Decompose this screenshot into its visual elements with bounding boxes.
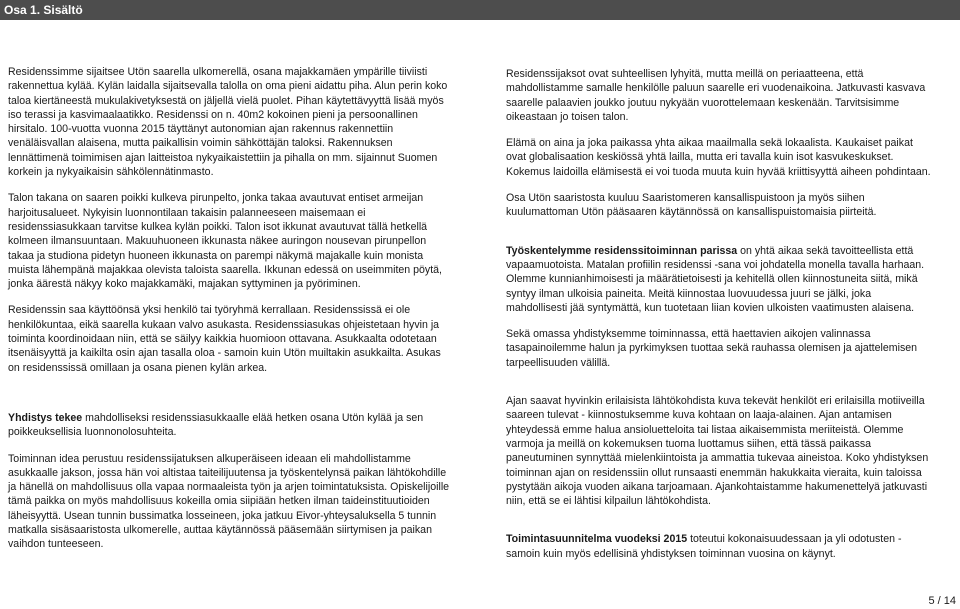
paragraph: Ajan saavat hyvinkin erilaisista lähtökohdista kuva tekevät henkilöt eri erilaisilla motiiveilla saareen tulevat - kiinnostuksemme kuva kohtaan on laaja-alainen. Ajan antamisen yhteydessä emme halua ansioluetteloita tai listaa aikaisemmista meriiteistä. Olemme varmoja ja meillä on kokemuksen tuoma luottamus siihen, että tässä paikassa paneutuminen synnyttää mielenkiintoista ja ammattia tukevaa aineistoa. Koko yhdistyksen toiminnan ajan on residenssiin ollut runsaasti enemmän hakukkaita vieraita, kuin taloissa pystytään aikoja vuoden aikana tarjoamaan. Ajankohtaistamme hakumenettelyä jatkuvasti niin, että se ei lähtisi kilpailun lähtökohdista. [506,395,929,508]
paragraph: Talon takana on saaren poikki kulkeva pirunpelto, jonka takaa avautuvat entiset armeijan harjoitusalueet. Nykyisin luonnontilaan takaisin palanneeseen maisemaan ei residenssiasukkaan tarvitse kulkea kylän poikki. Talon isot ikkunat avautuvat tällä hetkellä kolmeen ilmansuuntaan. Makuuhuoneen ikkunasta näkee auringon nousevan pirunpellon takaa ja studiona pidetyn huoneen ikkunasta on parempi näkymä majakalle kuin monista muista lähempänä majakkaa olevista taloista saarella. Ikkunan edessä on useimmiten pöytä, jonka äärestä näkyy koko majakkamäki, majakan syttyminen ja pyöriminen. [8,192,442,291]
paragraph: Residenssin saa käyttöönsä yksi henkilö tai työryhmä kerrallaan. Residenssissä ei ole henkilökuntaa, eikä saarella kukaan valvo asukasta. Residenssiasukas ohjeistetaan hyvin ja toiminta koordinoidaan niin, että se säilyy kaikkia huomioon ottavana. Asukkaalta odotetaan itsenäisyyttä ja kaikilta osin ajan tasalla oloa - samoin kuin Utön muiltakin asukkailta. Asukas on residenssissä omillaan ja osana pienen kylän arkea. [8,304,441,374]
bold-lead: Toimintasuunnitelma vuodeksi 2015 [506,533,688,546]
bold-lead: Työskentelymme residenssitoiminnan parissa [506,244,738,257]
paragraph [506,532,932,561]
paragraph [506,244,932,315]
paragraph: Residenssijaksot ovat suhteellisen lyhyitä, mutta meillä on periaatteena, että mahdollistamme samalle henkilölle paluun saarelle eri vuodenaikoina. Jatkuvasti kasvava saarelle palaavien joukko joutuu nykyään vuorottelemaan keskenään. Tarvitsisimme oikeastaan jo toisen talon. [506,68,926,123]
page-title: Osa 1. Sisältö [0,0,960,20]
paragraph-text: mahdolliseksi residenssiasukkaalle elää hetken osana Utön kylää ja sen poikkeuksellisia luonnonolosuhteita. [8,411,424,439]
paragraph: Osa Utön saaristosta kuuluu Saaristomeren kansallispuistoon ja myös siihen kuulumattoman Utön pääsaaren käytännössä on kansallispuistomaisia piirteitä. [506,192,877,219]
bold-lead: Yhdistys tekee [8,411,83,424]
paragraph-text: toteutui kokonaisuudessaan ja yli odotusten - samoin kuin myös edellisinä yhdistyksen toiminnan vuosina on käynyt. [506,533,902,560]
paragraph: Elämä on aina ja joka paikassa yhta aikaa maailmalla sekä lokaalista. Kaukaiset paikat ovat globalisaation keskiössä yhtä lailla, mutta eri tavalla kuin isot kasvukeskukset. Kokemus laidoilla elämisestä ei voi tuoda muuta kuin hyvää kriittisyyttä aiheen pohdintaan. [506,137,931,178]
paragraph: Residenssimme sijaitsee Utön saarella ulkomerellä, osana majakkamäen ympärille tiiviisti rakennettua kylää. Kylän laidalla sijaitsevalla talolla on oma pieni aidattu piha. Alun perin koko taloa kiertäneestä mukulakivetyksestä on jäljellä vielä puolet. Pihan käytettävyyttä lisää myös iso terassi ja kasvimaalaatikko. Residenssi on n. 40m2 kokoinen pieni ja persoonallinen hirsitalo. 100-vuotta vuonna 2015 täyttänyt autonomian ajan rakennus rakennettiin venäläisvallan alaisena, mutta paikallisin voimin sähköttäjän taloksi. Rakennuksen lennättimenä toimimisen ajan laitteistoa nykyaikaistettiin ja pihalla on mm. sijainnut Suomen korkein ja nykyaikaisin sähkölennätinmasto. [8,66,448,179]
page-number: 5 / 14 [928,595,956,607]
paragraph: Toiminnan idea perustuu residenssijatuksen alkuperäiseen ideaan eli mahdollistamme asukkaalle jakson, jossa hän voi altistaa taiteilijuutensa ja työskentelynsä paikan lähtökohdille ja hänellä on mahdollisuus olla vapaa normaaleista työn ja arjen toimintatuksista. Opiskelijoille tämä paikka on myös mahdollisuus kokeilla omia siipiään hetken ilman taideinstituutioiden läheisyyttä. Usean tunnin bussimatka losseineen, joka jatkuu Eivor-yhteysaluksella 5 tunnin matkalla sisäsaaristosta ulkomerelle, auttaa käytännössä pääsemään siirtymisen ja paikan vaihdon tunteeseen. [8,452,450,551]
left-column [8,65,450,564]
paragraph: Sekä omassa yhdistyksemme toiminnassa, että haettavien aikojen valinnassa tasapainoilemme halun ja pyrkimyksen tuottaa sekä rauhassa olemisen ja ajattelemisen tarpeellisuuden välillä. [506,328,918,369]
right-column [506,67,932,573]
paragraph-text: on yhtä aikaa sekä tavoitteellista että vapaamuotoista. Matalan profiilin residenssi -sana voi johdatella monella tavalla harhaan. Olemme kunnianhimoisesti ja määrätietoisesti ja kehitellä ollen kiinnostuneita siitä, mikä syntyy ilman ulkoisia paineita. Meitä kiinnostaa luovuudessa juuri se jälki, joka mahdollisesti jää syntymättä, kun tuotetaan liian kovien ulkoisten vaatimusten alaisena. [506,244,925,314]
paragraph [8,411,450,440]
